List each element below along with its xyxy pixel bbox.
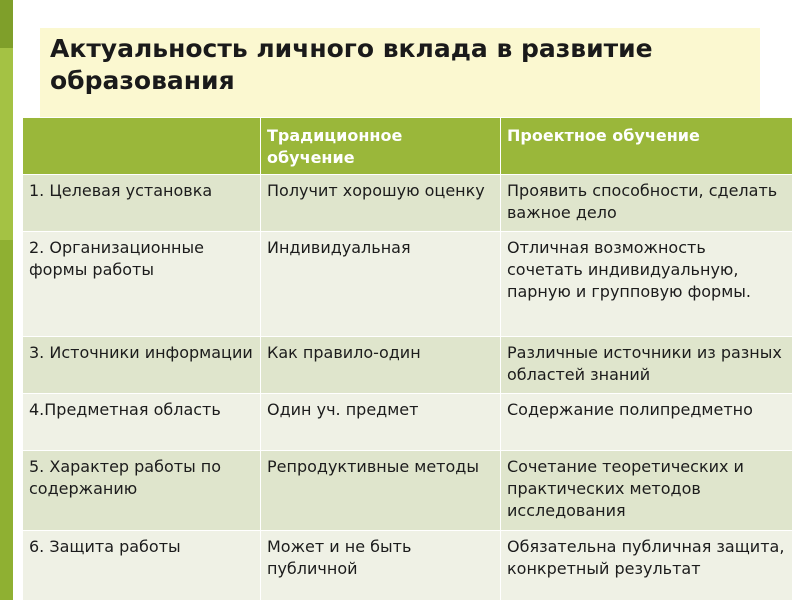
row-traditional: Как правило-один — [261, 337, 501, 394]
row-criterion: 1. Целевая установка — [23, 175, 261, 232]
row-criterion: 6. Защита работы — [23, 531, 261, 601]
table-row — [23, 337, 793, 394]
row-criterion: 2. Организационные формы работы — [23, 232, 261, 337]
row-project: Различные источники из разных областей знаний — [501, 337, 793, 394]
slide-title-line1: Актуальность личного вклада в развитие — [50, 34, 653, 63]
row-traditional: Получит хорошую оценку — [261, 175, 501, 232]
row-criterion: 4.Предметная область — [23, 394, 261, 451]
row-criterion: 5. Характер работы по содержанию — [23, 451, 261, 531]
header-cell-traditional: Традиционное обучение — [261, 118, 501, 175]
slide-title-line2: образования — [50, 66, 235, 95]
row-traditional: Репродуктивные методы — [261, 451, 501, 531]
header-cell-project: Проектное обучение — [501, 118, 793, 175]
row-traditional: Может и не быть публичной — [261, 531, 501, 601]
table-row — [23, 394, 793, 451]
row-project: Проявить способности, сделать важное дело — [501, 175, 793, 232]
slide-title — [50, 33, 750, 97]
header-cell-empty — [23, 118, 261, 175]
row-criterion: 3. Источники информации — [23, 337, 261, 394]
table-header-row — [23, 118, 793, 175]
comparison-table — [22, 117, 793, 601]
row-traditional: Один уч. предмет — [261, 394, 501, 451]
row-project: Отличная возможность сочетать индивидуальную, парную и групповую формы. — [501, 232, 793, 337]
table-row — [23, 531, 793, 601]
row-project: Обязательна публичная защита, конкретный результат — [501, 531, 793, 601]
table-row — [23, 451, 793, 531]
row-project: Сочетание теоретических и практических методов исследования — [501, 451, 793, 531]
table-row — [23, 232, 793, 337]
row-traditional: Индивидуальная — [261, 232, 501, 337]
table-row — [23, 175, 793, 232]
decorative-left-bar — [0, 0, 13, 600]
row-project: Содержание полипредметно — [501, 394, 793, 451]
